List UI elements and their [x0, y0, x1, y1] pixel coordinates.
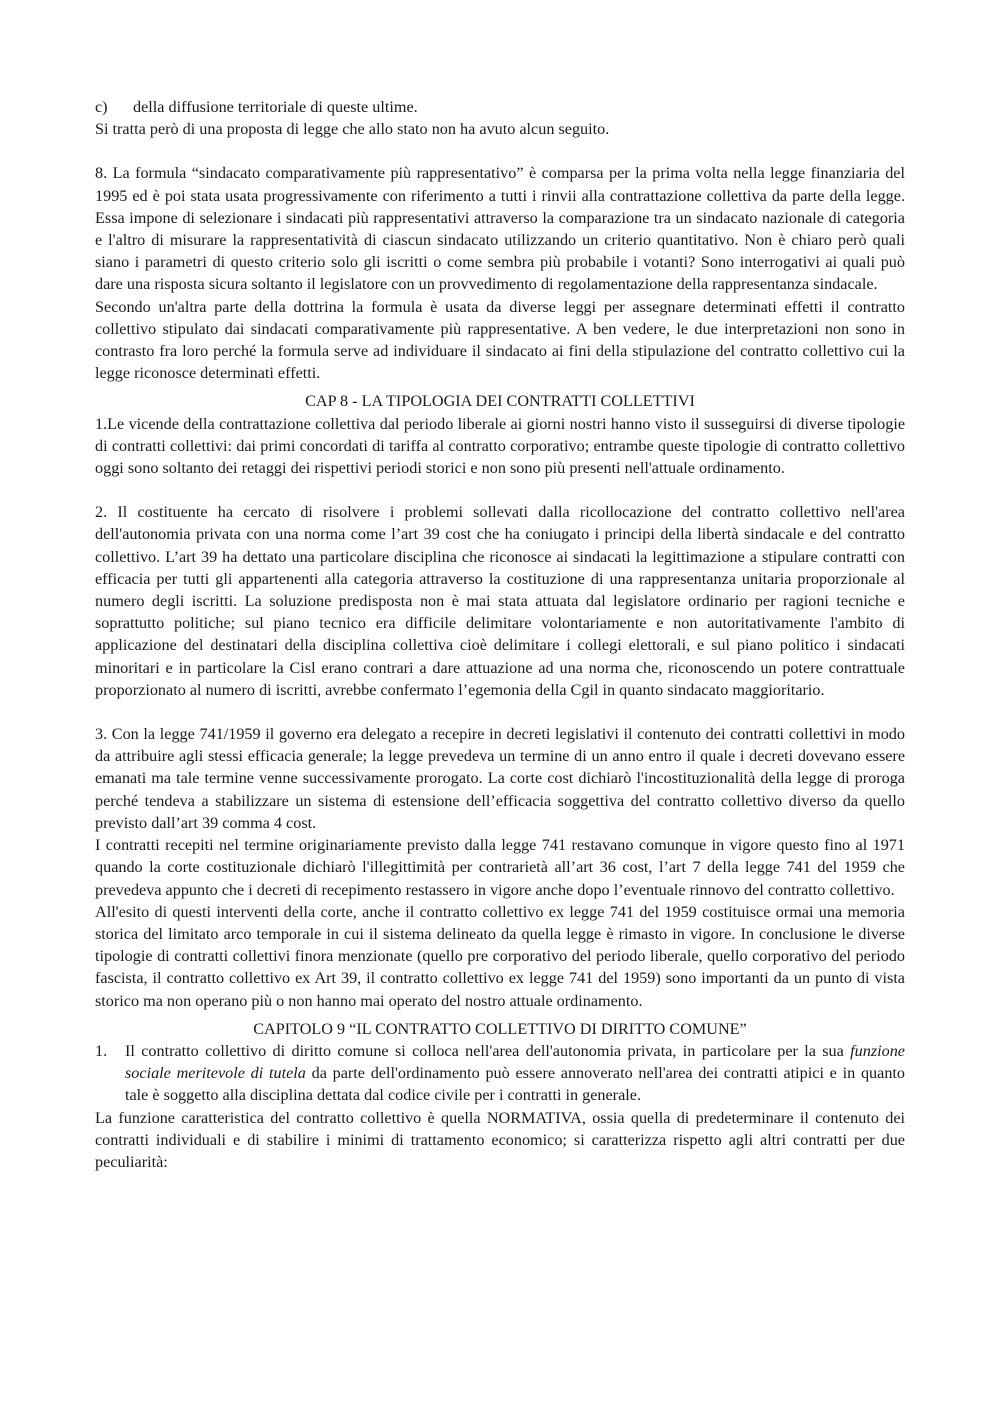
- chapter-9-title: CAPITOLO 9 “IL CONTRATTO COLLETTIVO DI DIRITTO COMUNE”: [253, 1019, 747, 1038]
- list-item-text-post: da parte dell'ordinamento può essere annoverato nell'area dei contratti atipici e in quanto tale è soggetto alla disciplina dettata dal codice civile per i contratti in generale.: [125, 1064, 906, 1105]
- list-item-c: [95, 96, 905, 118]
- chapter-9-paragraph-funzione: La funzione caratteristica del contratto collettivo è quella NORMATIVA, ossia quella di predeterminare il contenuto dei contratti individuali e di stabilire i minimi di trattamento economico; si caratterizza rispetto agli altri contratti per due peculiarità:: [95, 1108, 905, 1171]
- list-item-label: c): [95, 98, 108, 116]
- list-item-text: della diffusione territoriale di queste ultime.: [133, 98, 418, 116]
- chapter-8-paragraph-1: 1.Le vicende della contrattazione collettiva dal periodo liberale ai giorni nostri hanno visto il susseguirsi di diverse tipologie di contratti collettivi: dai primi concordati di tariffa al contratto corporativo; entrambe queste tipologie di contratto collettivo oggi sono soltanto dei retaggi dei rispettivi periodi storici e non sono più presenti nell'attuale ordinamento.: [95, 414, 905, 478]
- chapter-9-list-item-1: [95, 1040, 905, 1107]
- paragraph-8: 8. La formula “sindacato comparativamente più rappresentativo” è comparsa per la prima volta nella legge finanziaria del 1995 ed è poi stata usata progressivamente con riferimento a tutti i rinvii alla contrattazione collettiva da parte della legge. Essa impone di selezionare i sindacati più rappresentativi attraverso la comparazione tra un sindacato nazionale di categoria e l'altro di misurare la rappresentatività di ciascun sindacato utilizzando un criterio quantitativo. Non è chiaro però quali siano i parametri di questo criterio solo gli iscritti o come sembra più probabile i votanti? Sono interrogativi ai quali può dare una risposta sicura soltanto il legislatore con un provvedimento di regolamentazione della rappresentanza sindacale.: [95, 164, 905, 294]
- paragraph-8b: Secondo un'altra parte della dottrina la formula è usata da diverse leggi per assegnare determinati effetti il contratto collettivo stipulato dai sindacati comparativamente più rappresentative. A ben vedere, le due interpretazioni non sono in contrasto fra loro perché la formula serve ad individuare il sindacato ai fini della stipulazione del contratto collettivo cui la legge riconosce determinati effetti.: [95, 297, 905, 383]
- list-item-text-pre: Il contratto collettivo di diritto comune si colloca nell'area dell'autonomia privata, in particolare per la sua: [125, 1041, 851, 1060]
- document-page: [95, 96, 905, 1173]
- list-item-body: [125, 1040, 905, 1107]
- chapter-8-paragraph-3: 3. Con la legge 741/1959 il governo era delegato a recepire in decreti legislativi il contenuto dei contratti collettivi in modo da attribuire agli stessi efficacia generale; la legge prevedeva un termine di un anno entro il quale i decreti dovevano essere emanati ma tale termine venne successivamente prorogato. La corte cost dichiarò l'incostituzionalità della legge di proroga perché tendeva a stabilizzare un sistema di estensione dell’efficacia soggettiva del contratto collettivo diverso da quello previsto dall’art 39 comma 4 cost.: [95, 725, 905, 832]
- paragraph-proposta: Si tratta però di una proposta di legge che allo stato non ha avuto alcun seguito.: [95, 120, 610, 139]
- list-item-emphasis: funzione sociale meritevole di tutela: [125, 1041, 905, 1083]
- list-item-number: 1.: [95, 1041, 108, 1060]
- chapter-8-paragraph-2: 2. Il costituente ha cercato di risolvere i problemi sollevati dalla ricollocazione del contratto collettivo nell'area dell'autonomia privata con una norma come l’art 39 cost che ha coniugato i principi della libertà sindacale e del contratto collettivo. L’art 39 ha dettato una particolare disciplina che riconosce ai sindacati la legittimazione a stipulare contratti con efficacia per tutti gli appartenenti alla categoria attraverso la costituzione di una rappresentanza unitaria proporzionale al numero degli iscritti. La soluzione predisposta non è mai stata attuata dal legislatore ordinario per ragioni tecniche e soprattutto politiche; sul piano tecnico era difficile delimitare volontariamente e non autoritativamente l'ambito di applicazione del destinatari della disciplina collettiva cioè delimitare i collegi elettorali, e sul piano politico i sindacati minoritari e in particolare la Cisl erano contrari a dare attuazione ad una norma che, riconoscendo un potere contrattuale proporzionato al numero di iscritti, avrebbe confermato l’egemonia della Cgil in quanto sindacato maggioritario.: [95, 503, 905, 699]
- chapter-8-paragraph-3b: I contratti recepiti nel termine originariamente previsto dalla legge 741 restavano comunque in vigore questo fino al 1971 quando la corte costituzionale dichiarò l'illegittimità per contrarietà all’art 36 cost, l’art 7 della legge 741 del 1959 che prevedeva appunto che i decreti di recepimento restassero in vigore anche dopo l’eventuale rinnovo del contratto collettivo.: [95, 836, 905, 899]
- chapter-8-paragraph-3c: All'esito di questi interventi della corte, anche il contratto collettivo ex legge 741 del 1959 costituisce ormai una memoria storica del limitato arco temporale in cui il sistema delineato da quella legge è rimasto in vigore. In conclusione le diverse tipologie di contratti collettivi finora menzionate (quello pre corporativo del periodo liberale, quello corporativo del periodo fascista, il contratto collettivo ex Art 39, il contratto collettivo ex legge 741 del 1959) sono importanti da un punto di vista storico ma non operano più o non hanno mai operato del nostro attuale ordinamento.: [95, 902, 905, 1010]
- chapter-8-title: CAP 8 - LA TIPOLOGIA DEI CONTRATTI COLLETTIVI: [305, 392, 695, 411]
